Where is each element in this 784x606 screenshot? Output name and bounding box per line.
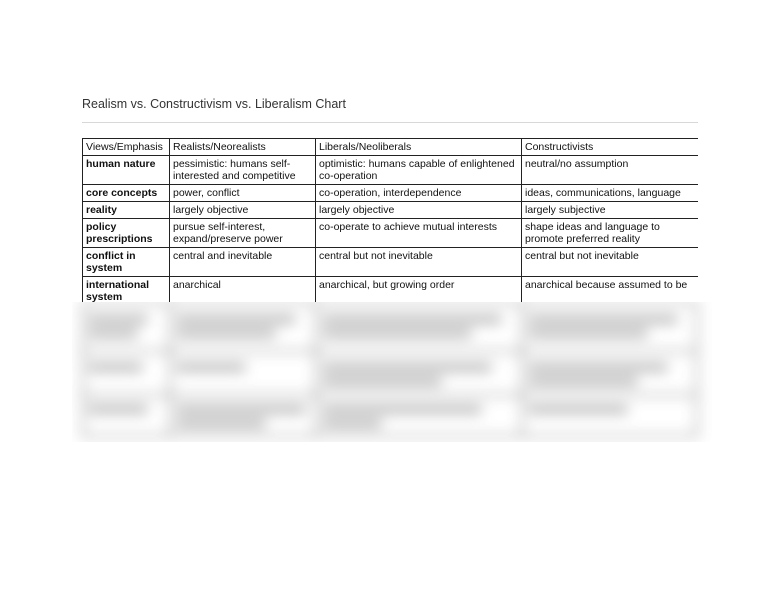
blurred-content-preview — [72, 302, 712, 442]
page-title: Realism vs. Constructivism vs. Liberalism Chart — [82, 97, 346, 111]
cell-constructivists: neutral/no assumption — [522, 156, 699, 185]
table-row — [83, 156, 699, 185]
cell-liberals: optimistic: humans capable of enlightened co-operation — [316, 156, 522, 185]
cell-realists: central and inevitable — [170, 248, 316, 277]
header-liberals: Liberals/Neoliberals — [316, 139, 522, 156]
table-row — [83, 248, 699, 277]
comparison-table-visible — [82, 138, 698, 302]
cell-realists: power, conflict — [170, 185, 316, 202]
row-label: international system — [83, 277, 170, 303]
cell-realists: pessimistic: humans self-interested and competitive — [170, 156, 316, 185]
title-divider — [82, 122, 698, 123]
cell-liberals: central but not inevitable — [316, 248, 522, 277]
table-row — [83, 185, 699, 202]
table-row — [83, 277, 699, 303]
row-label: conflict in system — [83, 248, 170, 277]
header-views: Views/Emphasis — [83, 139, 170, 156]
row-label: human nature — [83, 156, 170, 185]
row-label: core concepts — [83, 185, 170, 202]
cell-liberals: co-operation, interdependence — [316, 185, 522, 202]
row-label: policy prescriptions — [83, 219, 170, 248]
row-label: reality — [83, 202, 170, 219]
header-realists: Realists/Neorealists — [170, 139, 316, 156]
table-row — [83, 202, 699, 219]
cell-realists: largely objective — [170, 202, 316, 219]
cell-liberals: anarchical, but growing order — [316, 277, 522, 303]
comparison-table — [82, 138, 698, 302]
cell-liberals: co-operate to achieve mutual interests — [316, 219, 522, 248]
header-constructivists: Constructivists — [522, 139, 699, 156]
cell-realists: pursue self-interest, expand/preserve power — [170, 219, 316, 248]
cell-constructivists: largely subjective — [522, 202, 699, 219]
cell-constructivists: anarchical because assumed to be — [522, 277, 699, 303]
cell-liberals: largely objective — [316, 202, 522, 219]
cell-realists: anarchical — [170, 277, 316, 303]
cell-constructivists: shape ideas and language to promote preferred reality — [522, 219, 699, 248]
table-row — [83, 219, 699, 248]
cell-constructivists: central but not inevitable — [522, 248, 699, 277]
cell-constructivists: ideas, communications, language — [522, 185, 699, 202]
table-header-row — [83, 139, 699, 156]
